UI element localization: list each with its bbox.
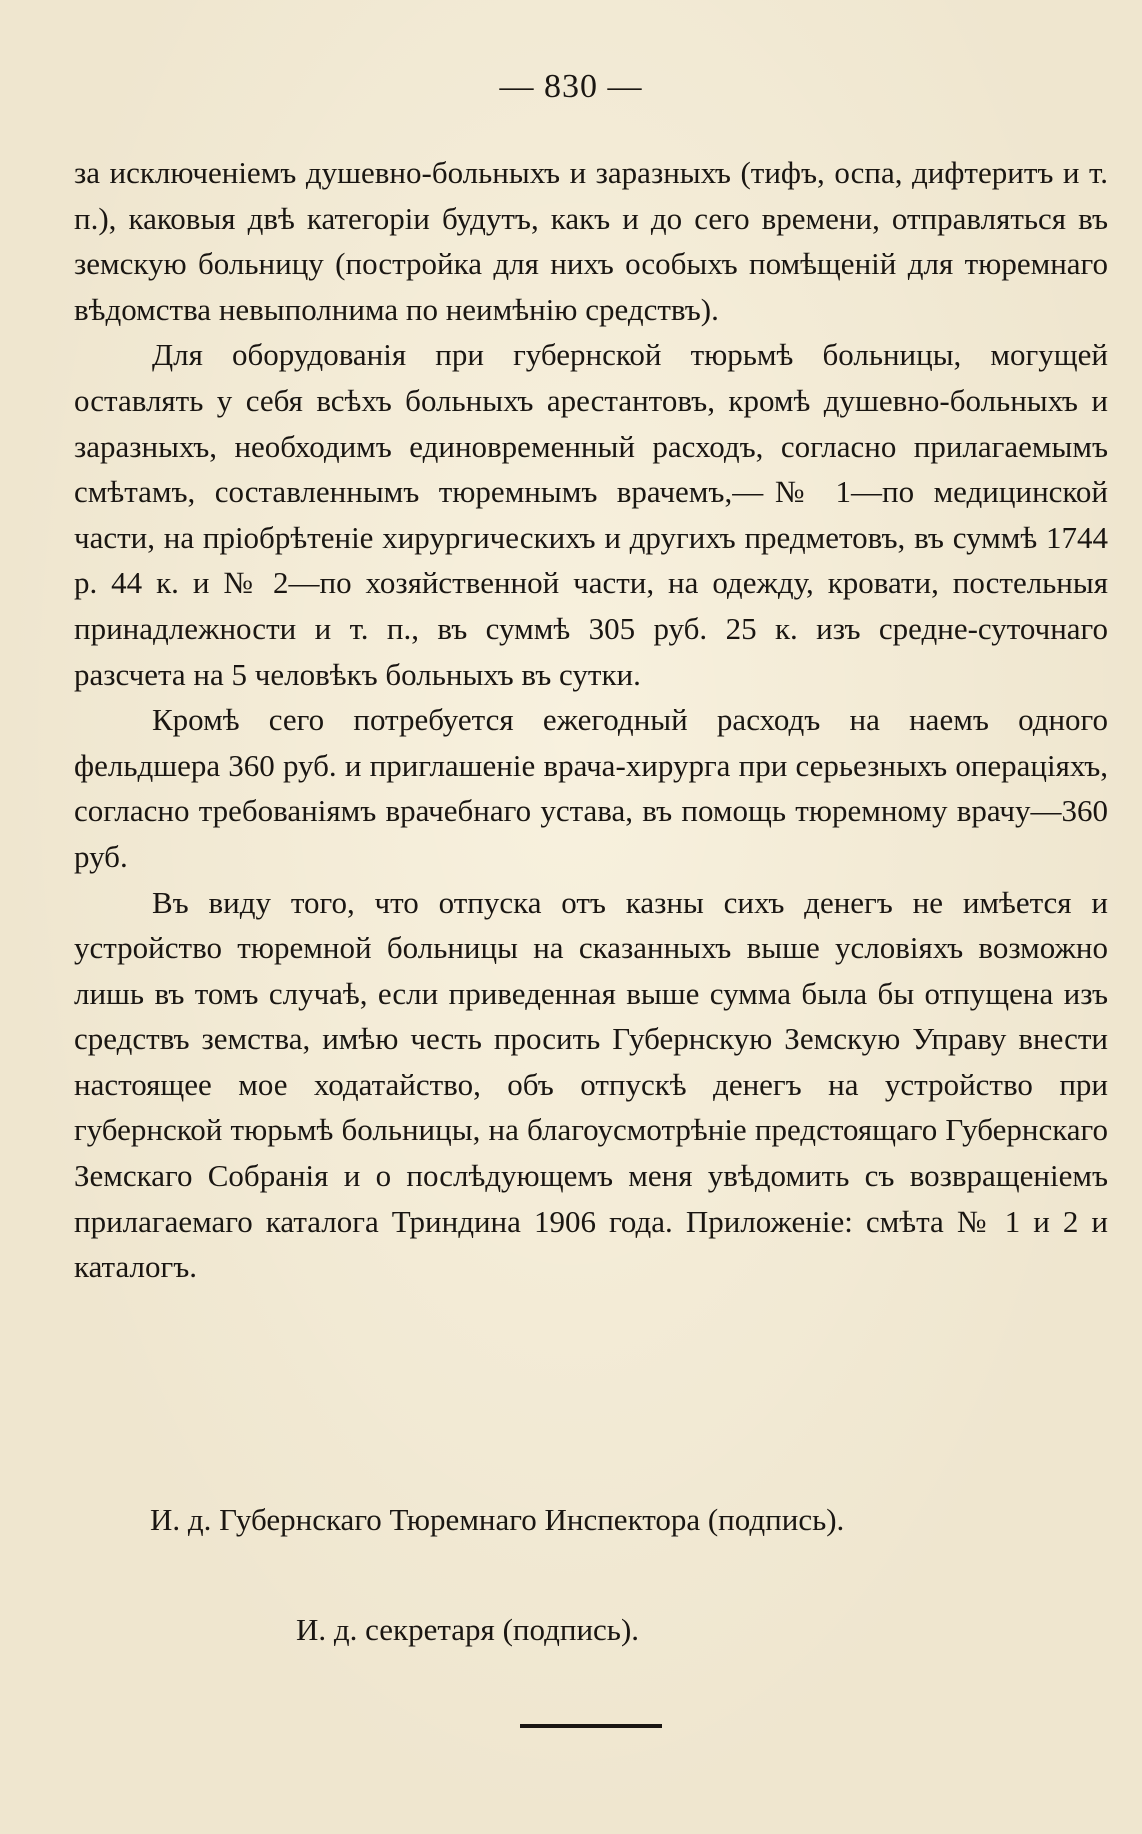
page-number: — 830 — (499, 68, 643, 105)
closing-rule (520, 1724, 662, 1728)
paragraph-3: Кромѣ сего потребуется ежегодный расходъ на наемъ одного фельдшера 360 руб. и приглашеніе врача-хирурга при серьезныхъ операціяхъ, согласно требованіямъ врачебнаго устава, въ помощь тюремному врачу—360 руб. (74, 702, 1108, 874)
paragraph-2: Для оборудованія при губернской тюрьмѣ больницы, могущей оставлять у себя всѣхъ больныхъ арестантовъ, кромѣ душевно-больныхъ и заразныхъ, необходимъ единовременный расходъ, согласно прилагаемымъ смѣтамъ, составленнымъ тюремнымъ врачемъ,—№ 1—по медицинской части, на пріобрѣтеніе хирургическихъ и другихъ предметовъ, въ суммѣ 1744 р. 44 к. и № 2—по хозяйственной части, на одежду, кровати, постельныя принадлежности и т. п., въ суммѣ 305 руб. 25 к. изъ средне-суточнаго разсчета на 5 человѣкъ больныхъ въ сутки. (74, 337, 1108, 692)
secretary-signature: И. д. секретаря (подпись). (296, 1612, 640, 1647)
inspector-signature: И. д. Губернскаго Тюремнаго Инспектора (подпись). (150, 1502, 845, 1537)
body-text (74, 150, 1108, 1290)
paragraph-4: Въ виду того, что отпуска отъ казны сихъ денегъ не имѣется и устройство тюремной больницы на сказанныхъ выше условіяхъ возможно лишь въ томъ случаѣ, если приведенная выше сумма была бы отпущена изъ средствъ земства, имѣю честь просить Губернскую Земскую Управу внести настоящее мое ходатайство, объ отпускѣ денегъ на устройство при губернской тюрьмѣ больницы, на благоусмотрѣніе предстоящаго Губернскаго Земскаго Собранія и о послѣдующемъ меня увѣдомить съ возвращеніемъ прилагаемаго каталога Триндина 1906 года. Приложеніе: смѣта № 1 и 2 и каталогъ. (74, 884, 1108, 1285)
paragraph-1: за исключеніемъ душевно-больныхъ и заразныхъ (тифъ, оспа, дифтеритъ и т. п.), каковыя двѣ категоріи будутъ, какъ и до сего времени, отправляться въ земскую больницу (постройка для нихъ особыхъ помѣщеній для тюремнаго вѣдомства невыполнима по неимѣнію средствъ). (74, 155, 1108, 327)
